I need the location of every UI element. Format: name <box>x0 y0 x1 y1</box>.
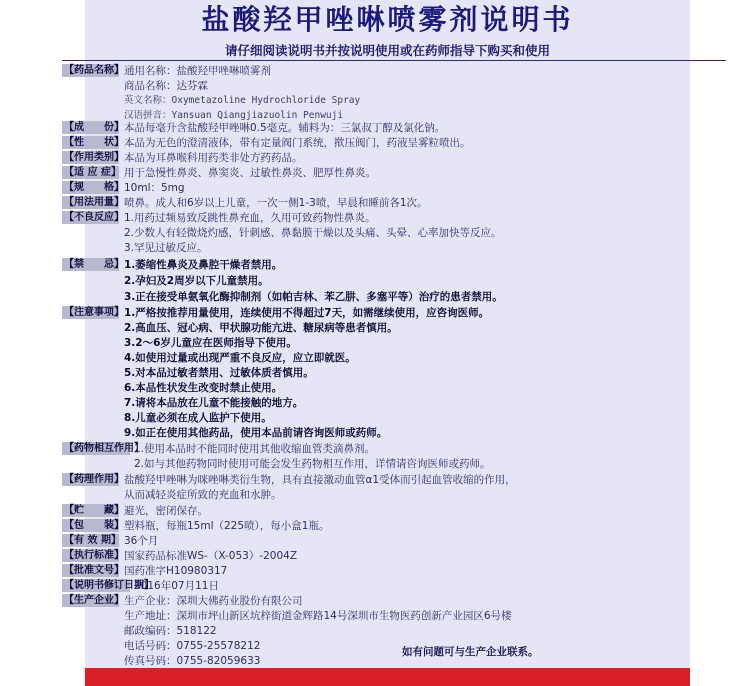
section-label: 【药物相互作用】 <box>64 443 144 454</box>
contra-item: 1.萎缩性鼻炎及鼻腔干燥者禁用。 <box>124 259 283 271</box>
section-text: 用于急慢性鼻炎、鼻窦炎、过敏性鼻炎、肥厚性鼻炎。 <box>124 167 376 179</box>
section-label: 【不良反应】 <box>64 212 124 223</box>
caution-item: 1.严格按推荐用量使用，连续使用不得超过7天，如需继续使用，应咨询医师。 <box>124 307 490 319</box>
interaction-item: 2.如与其他药物同时使用可能会发生药物相互作用，详情请咨询医师或药师。 <box>134 458 491 470</box>
section-label: 【作用类别】 <box>64 152 124 163</box>
section-text: 塑料瓶，每瓶15ml（225喷），每小盒1瓶。 <box>124 520 330 532</box>
section-label: 【规 格】 <box>64 182 124 193</box>
section-label: 【执行标准】 <box>64 550 124 561</box>
section-text: 避光，密闭保存。 <box>124 505 208 517</box>
fax-number: 传真号码：0755-82059633 <box>124 655 261 667</box>
adverse-item: 1.用药过频易致反跳性鼻充血，久用可致药物性鼻炎。 <box>124 212 376 224</box>
section-text: 国药准字H10980317 <box>124 565 228 577</box>
pharmacology-line: 从而减轻炎症所致的充血和水肿。 <box>124 489 282 501</box>
section-label: 【注意事项】 <box>64 307 124 318</box>
section-label: 【性 状】 <box>64 137 124 148</box>
header-divider <box>62 60 726 61</box>
pharmacology-line: 盐酸羟甲唑啉为咪唑啉类衍生物，具有直接激动血管α1受体而引起血管收缩的作用， <box>124 474 516 486</box>
phone-number: 电话号码：0755-25578212 <box>124 640 261 652</box>
section-label: 【包 装】 <box>64 520 124 531</box>
adverse-item: 2.少数人有轻微烧灼感，针刺感、鼻黏膜干燥以及头痛、头晕、心率加快等反应。 <box>124 227 502 239</box>
caution-item: 3.2～6岁儿童应在医师指导下使用。 <box>124 337 297 349</box>
section-label: 【用法用量】 <box>64 197 124 208</box>
caution-item: 7.请将本品放在儿童不能接触的地方。 <box>124 397 304 409</box>
section-text: 国家药品标准WS-（X-053）-2004Z <box>124 550 298 562</box>
section-label: 【药理作用】 <box>64 474 124 485</box>
section-text: 本品为无色的澄清液体，带有定量阀门系统，揿压阀门，药液呈雾粒喷出。 <box>124 137 471 149</box>
section-label: 【贮 藏】 <box>64 505 124 516</box>
contact-footnote: 如有问题可与生产企业联系。 <box>402 646 539 658</box>
interaction-item: 1.使用本品时不能同时使用其他收缩血管类滴鼻剂。 <box>134 443 376 455</box>
section-text: 10ml：5mg <box>124 182 185 194</box>
english-name: 英文名称：Oxymetazoline Hydrochloride Spray <box>124 95 361 106</box>
manufacturer-address: 生产地址：深圳市坪山新区坑梓街道金辉路14号深圳市生物医药创新产业园区6号楼 <box>124 610 512 622</box>
caution-item: 8.儿童必须在成人监护下使用。 <box>124 412 272 424</box>
caution-item: 4.如使用过量或出现严重不良反应，应立即就医。 <box>124 352 356 364</box>
section-text: 36个月 <box>124 535 159 547</box>
section-label: 【批准文号】 <box>64 565 124 576</box>
generic-name: 通用名称：盐酸羟甲唑啉喷雾剂 <box>124 65 271 77</box>
pinyin-name: 汉语拼音：Yansuan Qiangjiazuolin Penwuji <box>124 110 344 121</box>
section-label: 【说明书修订日期】 <box>64 580 154 591</box>
adverse-item: 3.罕见过敏反应。 <box>124 242 208 254</box>
section-label: 【生产企业】 <box>64 595 124 606</box>
bottom-red-band <box>85 668 690 686</box>
contra-item: 3.正在接受单氨氧化酶抑制剂（如帕吉林、苯乙肼、多塞平等）治疗的患者禁用。 <box>124 291 503 303</box>
caution-item: 9.如正在使用其他药品，使用本品前请咨询医师或药师。 <box>124 427 388 439</box>
manufacturer-name: 生产企业：深圳大佛药业股份有限公司 <box>124 595 303 607</box>
document-subtitle: 请仔细阅读说明书并按说明使用或在药师指导下购买和使用 <box>224 43 550 58</box>
section-label: 【药品名称】 <box>64 65 124 76</box>
document-title: 盐酸羟甲唑啉喷雾剂说明书 <box>201 3 574 36</box>
section-label: 【有 效 期】 <box>64 535 121 546</box>
caution-item: 2.高血压、冠心病、甲状腺功能亢进、糖尿病等患者慎用。 <box>124 322 398 334</box>
section-label: 【适 应 症】 <box>64 167 121 178</box>
section-label: 【成 份】 <box>64 122 124 133</box>
caution-item: 5.对本品过敏者禁用、过敏体质者慎用。 <box>124 367 314 379</box>
postal-code: 邮政编码：518122 <box>124 625 217 637</box>
section-text: 2016年07月11日 <box>134 580 219 592</box>
section-text: 喷鼻。成人和6岁以上儿童，一次一侧1-3喷，早晨和睡前各1次。 <box>124 197 428 209</box>
contra-item: 2.孕妇及2周岁以下儿童禁用。 <box>124 275 269 287</box>
caution-item: 6.本品性状发生改变时禁止使用。 <box>124 382 283 394</box>
trade-name: 商品名称：达芬霖 <box>124 80 208 92</box>
section-label: 【禁 忌】 <box>64 259 124 270</box>
section-text: 本品为耳鼻喉科用药类非处方药药品。 <box>124 152 303 164</box>
section-text: 本品每毫升含盐酸羟甲唑啉0.5毫克。辅料为：三氯叔丁醇及氯化钠。 <box>124 122 446 134</box>
